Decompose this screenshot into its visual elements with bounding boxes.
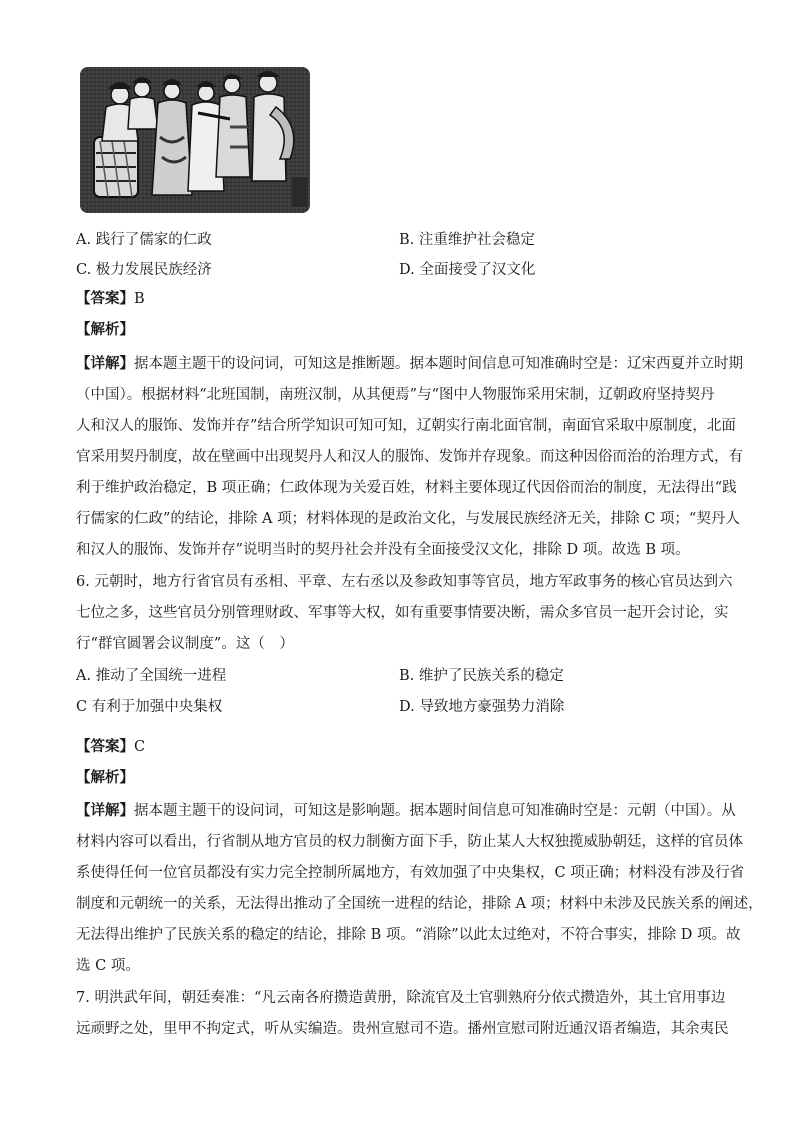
q6-analysis-tag bbox=[76, 768, 721, 788]
q6-option-c: C 有利于加强中央集权 bbox=[76, 699, 223, 715]
q6-stem-line: 6. 元朝时，地方行省官员有丞相、平章、左右丞以及参政知事等官员，地方军政事务的核心官员达到六 bbox=[76, 574, 733, 590]
q5-detail-line: 利于维护政治稳定，B 项正确；仁政体现为关爱百姓，材料主要体现辽代因俗而治的制度，无法得出“践 bbox=[76, 480, 737, 496]
mural-image bbox=[80, 67, 310, 213]
q5-option-d: D. 全面接受了汉文化 bbox=[399, 262, 536, 278]
analysis-tag: 【解析】 bbox=[76, 321, 134, 338]
q6-option-d: D. 导致地方豪强势力消除 bbox=[399, 699, 565, 715]
mural-figures-illustration bbox=[80, 67, 310, 213]
detail-tag: 【详解】 bbox=[76, 802, 134, 819]
q5-detail-line: 人和汉人的服饰、发饰并存”结合所学知识可知可知，辽朝实行南北面官制，南面官采取中原制度，北面 bbox=[76, 418, 736, 434]
q6-detail-line: 选 C 项。 bbox=[76, 958, 140, 974]
q6-answer bbox=[76, 737, 721, 757]
q5-detail-line: 和汉人的服饰、发饰并存”说明当时的契丹社会并没有全面接受汉文化，排除 D 项。故选 B 项。 bbox=[76, 542, 690, 558]
q6-detail-line: 制度和元朝统一的关系，无法得出推动了全国统一进程的结论，排除 A 项；材料中未涉及民族关系的阐述， bbox=[76, 896, 763, 912]
q6-option-b: B. 维护了民族关系的稳定 bbox=[399, 668, 564, 684]
q5-option-c: C. 极力发展民族经济 bbox=[76, 262, 212, 278]
q6-detail-line: 系使得任何一位官员都没有实力完全控制所属地方，有效加强了中央集权，C 项正确；材料没有涉及行省 bbox=[76, 865, 745, 881]
answer-value: B bbox=[134, 291, 145, 307]
q5-detail-line: 行儒家的仁政”的结论，排除 A 项；材料体现的是政治文化，与发展民族经济无关，排除 C 项；“契丹人 bbox=[76, 511, 740, 527]
q7-stem-line: 7. 明洪武年间，朝廷奏准：“凡云南各府攒造黄册，除流官及土官驯熟府分依式攒造外，其土官用事边 bbox=[76, 990, 726, 1006]
q5-option-b: B. 注重维护社会稳定 bbox=[399, 232, 535, 248]
q6-stem-line: 行“群官圆署会议制度”。这（ ） bbox=[76, 636, 294, 652]
q6-stem-line: 七位之多，这些官员分别管理财政、军事等大权，如有重要事情要决断，需众多官员一起开会讨论，实 bbox=[76, 605, 729, 621]
q6-option-a: A. 推动了全国统一进程 bbox=[76, 668, 227, 684]
answer-tag: 【答案】 bbox=[76, 290, 134, 307]
q6-detail-line: 无法得出维护了民族关系的稳定的结论，排除 B 项。“消除”以此太过绝对，不符合事实，排除 D 项。故 bbox=[76, 927, 741, 943]
detail-tag: 【详解】 bbox=[76, 355, 134, 372]
q5-analysis-tag bbox=[76, 320, 721, 340]
q5-answer bbox=[76, 289, 721, 309]
q5-option-a: A. 践行了儒家的仁政 bbox=[76, 232, 212, 248]
answer-value: C bbox=[134, 739, 146, 755]
q5-detail-line: （中国）。根据材料“北班国制，南班汉制，从其便焉”与“图中人物服饰采用宋制，辽朝政府坚持契丹 bbox=[76, 387, 715, 403]
q6-detail-line: 材料内容可以看出，行省制从地方官员的权力制衡方面下手，防止某人大权独揽威胁朝廷，这样的官员体 bbox=[76, 834, 743, 850]
analysis-tag: 【解析】 bbox=[76, 769, 134, 786]
q5-detail-line: 官采用契丹制度，故在壁画中出现契丹人和汉人的服饰、发饰并存现象。而这种因俗而治的治理方式，有 bbox=[76, 449, 743, 465]
q7-stem-line: 远顽野之处，里甲不拘定式，听从实编造。贵州宣慰司不造。播州宣慰司附近通汉语者编造，其余夷民 bbox=[76, 1021, 729, 1037]
answer-tag: 【答案】 bbox=[76, 738, 134, 755]
q6-detail-line: 【详解】据本题主题干的设问词，可知这是影响题。据本题时间信息可知准确时空是：元朝（中国）。从 bbox=[76, 802, 736, 819]
q5-detail-line: 【详解】据本题主题干的设问词，可知这是推断题。据本题时间信息可知准确时空是：辽宋西夏并立时期 bbox=[76, 355, 743, 372]
